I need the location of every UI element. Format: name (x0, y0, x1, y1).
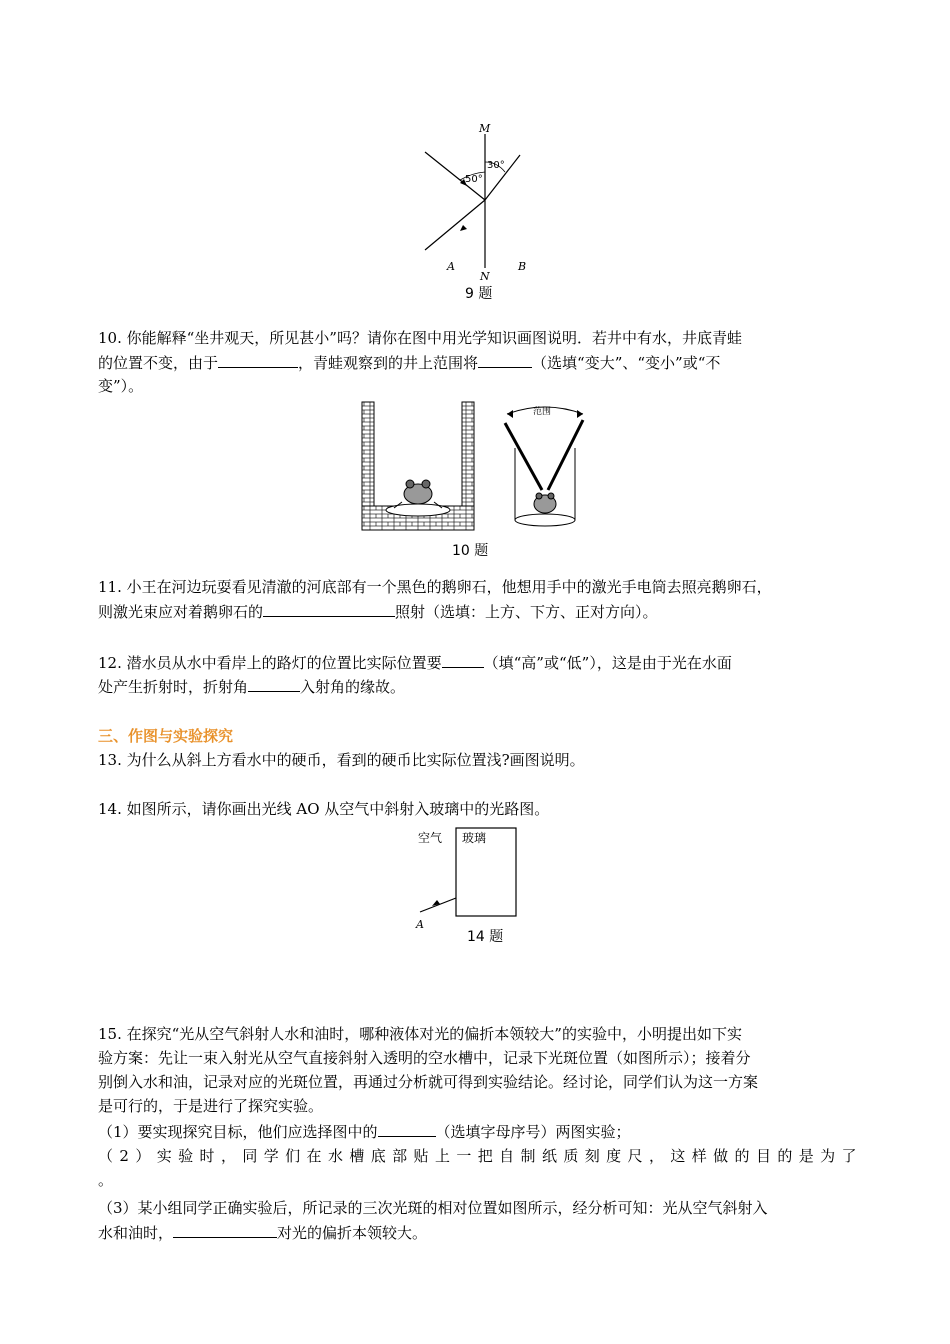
figure-10-range (495, 398, 595, 533)
q15-part-2-end: 。 (98, 1171, 114, 1189)
q15-part-1: （1）要实现探究目标，他们应选择图中的 （选填字母序号）两图实验； (98, 1123, 631, 1141)
label-a: A (447, 260, 455, 273)
q10-blank-2[interactable] (478, 352, 532, 368)
q15-line-4: 是可行的，于是进行了探究实验。 (98, 1097, 324, 1115)
q15-blank-1[interactable] (378, 1121, 436, 1137)
q10-line-2: 的位置不变，由于 ，青蛙观察到的井上范围将 （选填“变大”、“变小”或“不 (98, 354, 721, 372)
glass-label: 玻璃 (462, 831, 487, 845)
q12-blank-1[interactable] (442, 652, 484, 668)
figure-10-well (358, 398, 478, 533)
figure-9-caption: 9 题 (465, 286, 493, 302)
q12-line-2: 处产生折射时，折射角 入射角的缘故。 (98, 678, 406, 696)
angle-30: 30° (487, 160, 505, 171)
q15-part-2: （2）实验时，同学们在水槽底部贴上一把自制纸质刻度尺，这样做的目的是为了 (98, 1147, 863, 1165)
label-a14: A (416, 918, 424, 931)
section-3-heading: 三、作图与实验探究 (98, 727, 234, 745)
q15-line-2: 验方案：先让一束入射光从空气直接斜射入透明的空水槽中，记录下光斑位置（如图所示）；接着分 (98, 1049, 751, 1067)
figure-14-diagram (410, 826, 520, 936)
figure-9-diagram (415, 120, 545, 285)
q12-line-1: 12. 潜水员从水中看岸上的路灯的位置比实际位置要 （填“高”或“低”），这是由于光在水面 (98, 654, 732, 672)
figure-14-caption: 14 题 (467, 929, 504, 945)
angle-50: 50° (465, 174, 483, 185)
q10-blank-1[interactable] (218, 352, 298, 368)
q11-blank[interactable] (263, 601, 395, 617)
label-n: N (480, 270, 490, 283)
q15-part-3b: 水和油时， 对光的偏折本领较大。 (98, 1224, 428, 1242)
q15-blank-2[interactable] (173, 1222, 277, 1238)
figure-10-caption: 10 题 (452, 543, 489, 559)
air-label: 空气 (418, 831, 443, 845)
q11-line-2: 则激光束应对着鹅卵石的 照射（选填：上方、下方、正对方向）。 (98, 603, 658, 621)
q15-line-3: 别倒入水和油，记录对应的光斑位置，再通过分析就可得到实验结论。经讨论，同学们认为这一方案 (98, 1073, 759, 1091)
q11-line-1: 11. 小王在河边玩耍看见清澈的河底部有一个黑色的鹅卵石，他想用手中的激光手电筒去照亮鹅卵石， (98, 578, 772, 596)
label-b: B (518, 260, 527, 273)
q12-blank-2[interactable] (248, 676, 300, 692)
q13-text: 13. 为什么从斜上方看水中的硬币，看到的硬币比实际位置浅?画图说明。 (98, 751, 585, 769)
q10-line-3: 变”）。 (98, 377, 144, 395)
q14-text: 14. 如图所示，请你画出光线 AO 从空气中斜射入玻璃中的光路图。 (98, 800, 550, 818)
label-m: M (479, 122, 491, 135)
q15-part-3: （3）某小组同学正确实验后，所记录的三次光斑的相对位置如图所示，经分析可知：光从空气斜射入 (98, 1199, 768, 1217)
q10-line-1: 10. 你能解释“坐井观天，所见甚小”吗？请你在图中用光学知识画图说明．若井中有水，井底青蛙 (98, 329, 742, 347)
q15-line-1: 15. 在探究“光从空气斜射人水和油时，哪种液体对光的偏折本领较大”的实验中，小明提出如下实 (98, 1025, 742, 1043)
range-label: 范围 (533, 407, 552, 417)
